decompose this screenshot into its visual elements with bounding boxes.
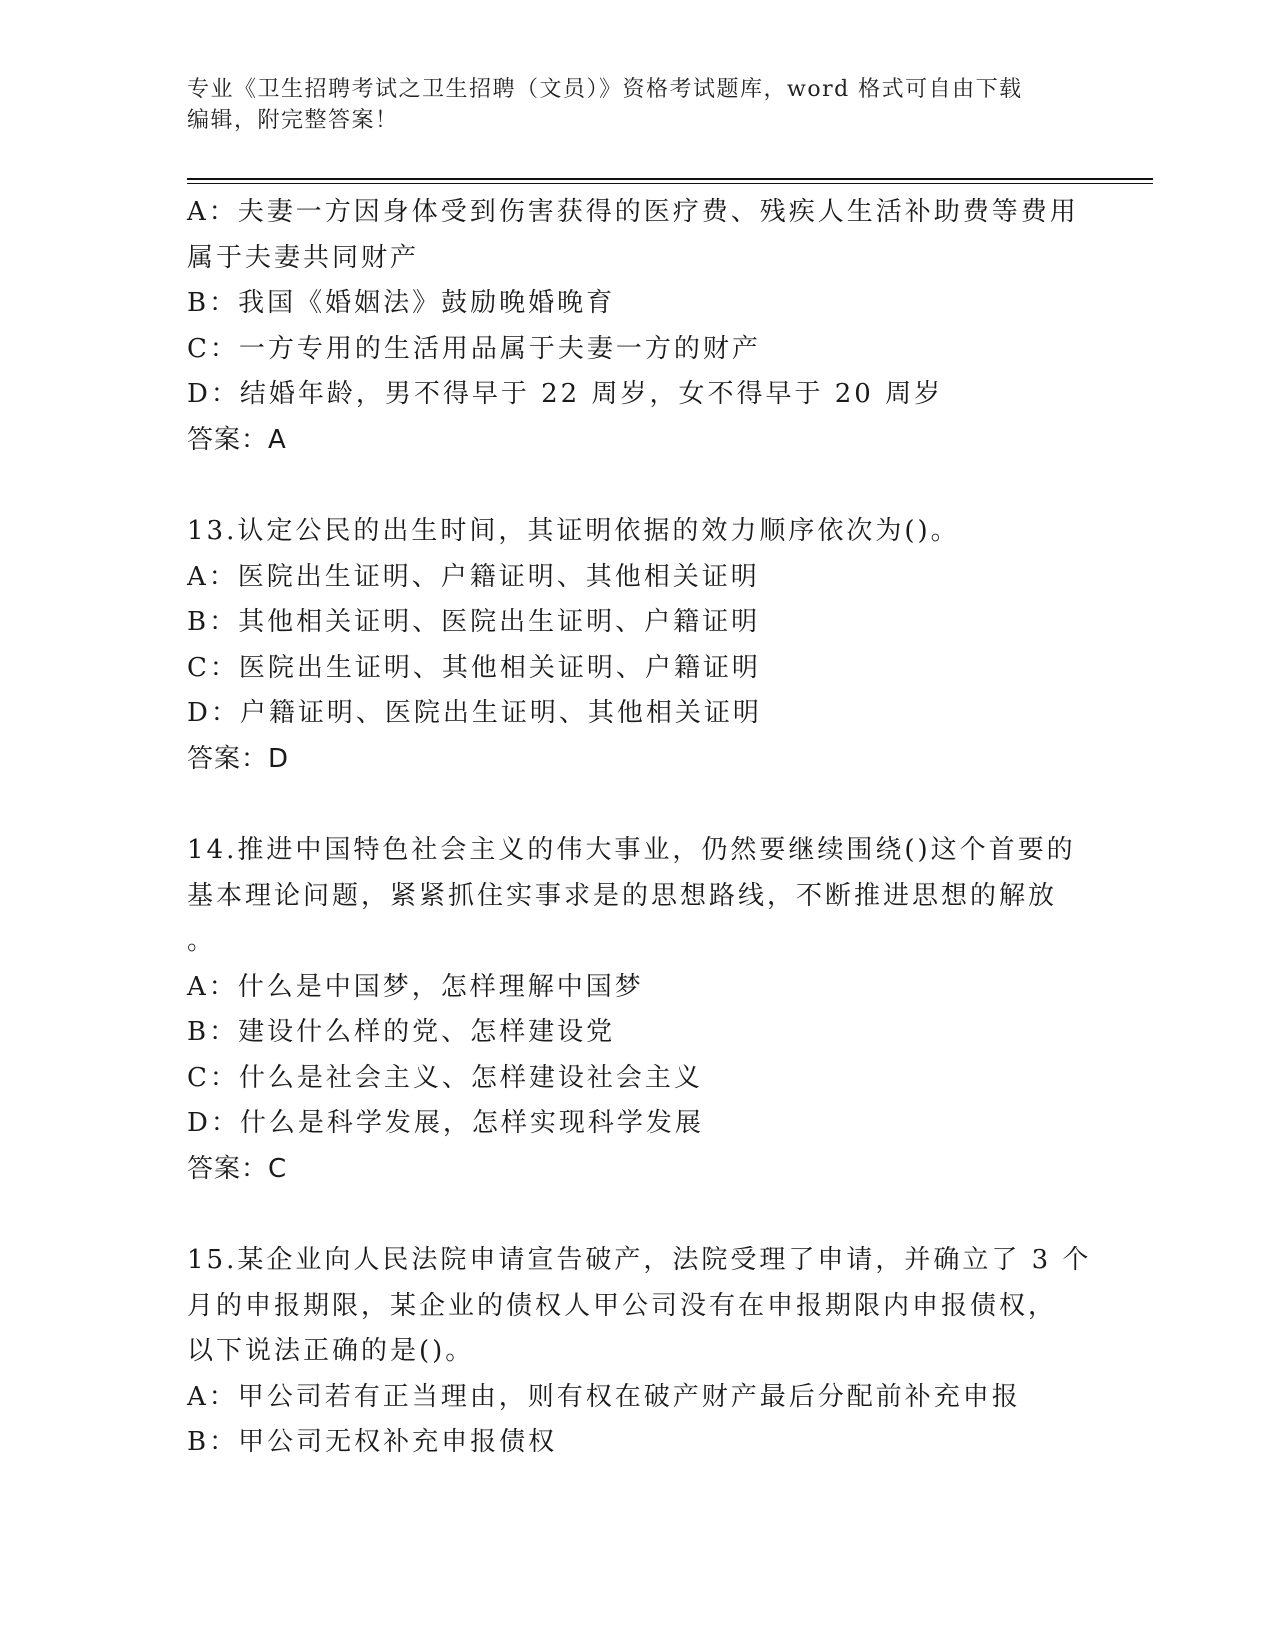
header-divider-thin (187, 183, 1153, 184)
answer-line: 答案：D (187, 743, 290, 774)
option-b: B：建设什么样的党、怎样建设党 (187, 1017, 616, 1047)
option-d: D：户籍证明、医院出生证明、其他相关证明 (187, 698, 762, 728)
option-c: C：医院出生证明、其他相关证明、户籍证明 (187, 652, 761, 683)
option-b: B：我国《婚姻法》鼓励晚婚晚育 (187, 288, 616, 318)
option-d: D：结婚年龄，男不得早于 22 周岁，女不得早于 20 周岁 (187, 379, 944, 409)
option-c: C：什么是社会主义、怎样建设社会主义 (187, 1062, 703, 1093)
option-a: A：夫妻一方因身体受到伤害获得的医疗费、残疾人生活补助费等费用 (187, 197, 1079, 227)
option-a: A：甲公司若有正当理由，则有权在破产财产最后分配前补充申报 (187, 1381, 1021, 1412)
option-a-continued: 属于夫妻共同财产 (187, 242, 420, 273)
option-c: C：一方专用的生活用品属于夫妻一方的财产 (187, 333, 761, 364)
answer-line: 答案：C (187, 1153, 288, 1184)
answer-line: 答案：A (187, 424, 287, 455)
question-stem: 13.认定公民的出生时间，其证明依据的效力顺序依次为()。 (187, 516, 960, 546)
question-block-12 (187, 190, 1087, 463)
spacer (187, 463, 1087, 509)
option-a: A：医院出生证明、户籍证明、其他相关证明 (187, 561, 760, 592)
question-block-14 (187, 828, 1087, 1192)
question-stem: 14.推进中国特色社会主义的伟大事业，仍然要继续围绕()这个首要的 (187, 835, 1076, 865)
question-stem: 15.某企业向人民法院申请宣告破产，法院受理了申请，并确立了 3 个 (187, 1245, 1092, 1275)
spacer (187, 782, 1087, 828)
question-block-15 (187, 1238, 1092, 1466)
spacer (187, 1192, 1087, 1238)
option-b: B：甲公司无权补充申报债权 (187, 1427, 558, 1457)
header-line-2: 编辑，附完整答案！ (187, 108, 399, 133)
question-stem-continued: 。 (187, 926, 217, 956)
header-line-1: 专业《卫生招聘考试之卫生招聘（文员）》资格考试题库，word 格式可自由下载 (187, 77, 1023, 102)
header-divider-thick (187, 178, 1153, 180)
question-block-13 (187, 509, 1087, 782)
question-stem-continued: 以下说法正确的是()。 (187, 1336, 475, 1366)
question-content (187, 190, 1092, 1466)
option-d: D：什么是科学发展，怎样实现科学发展 (187, 1108, 704, 1138)
question-stem-continued: 基本理论问题，紧紧抓住实事求是的思想路线，不断推进思想的解放 (187, 880, 1058, 911)
option-a: A：什么是中国梦，怎样理解中国梦 (187, 971, 644, 1002)
document-header (187, 74, 1087, 136)
question-stem-continued: 月的申报期限，某企业的债权人甲公司没有在申报期限内申报债权， (187, 1290, 1058, 1321)
option-b: B：其他相关证明、医院出生证明、户籍证明 (187, 607, 761, 637)
